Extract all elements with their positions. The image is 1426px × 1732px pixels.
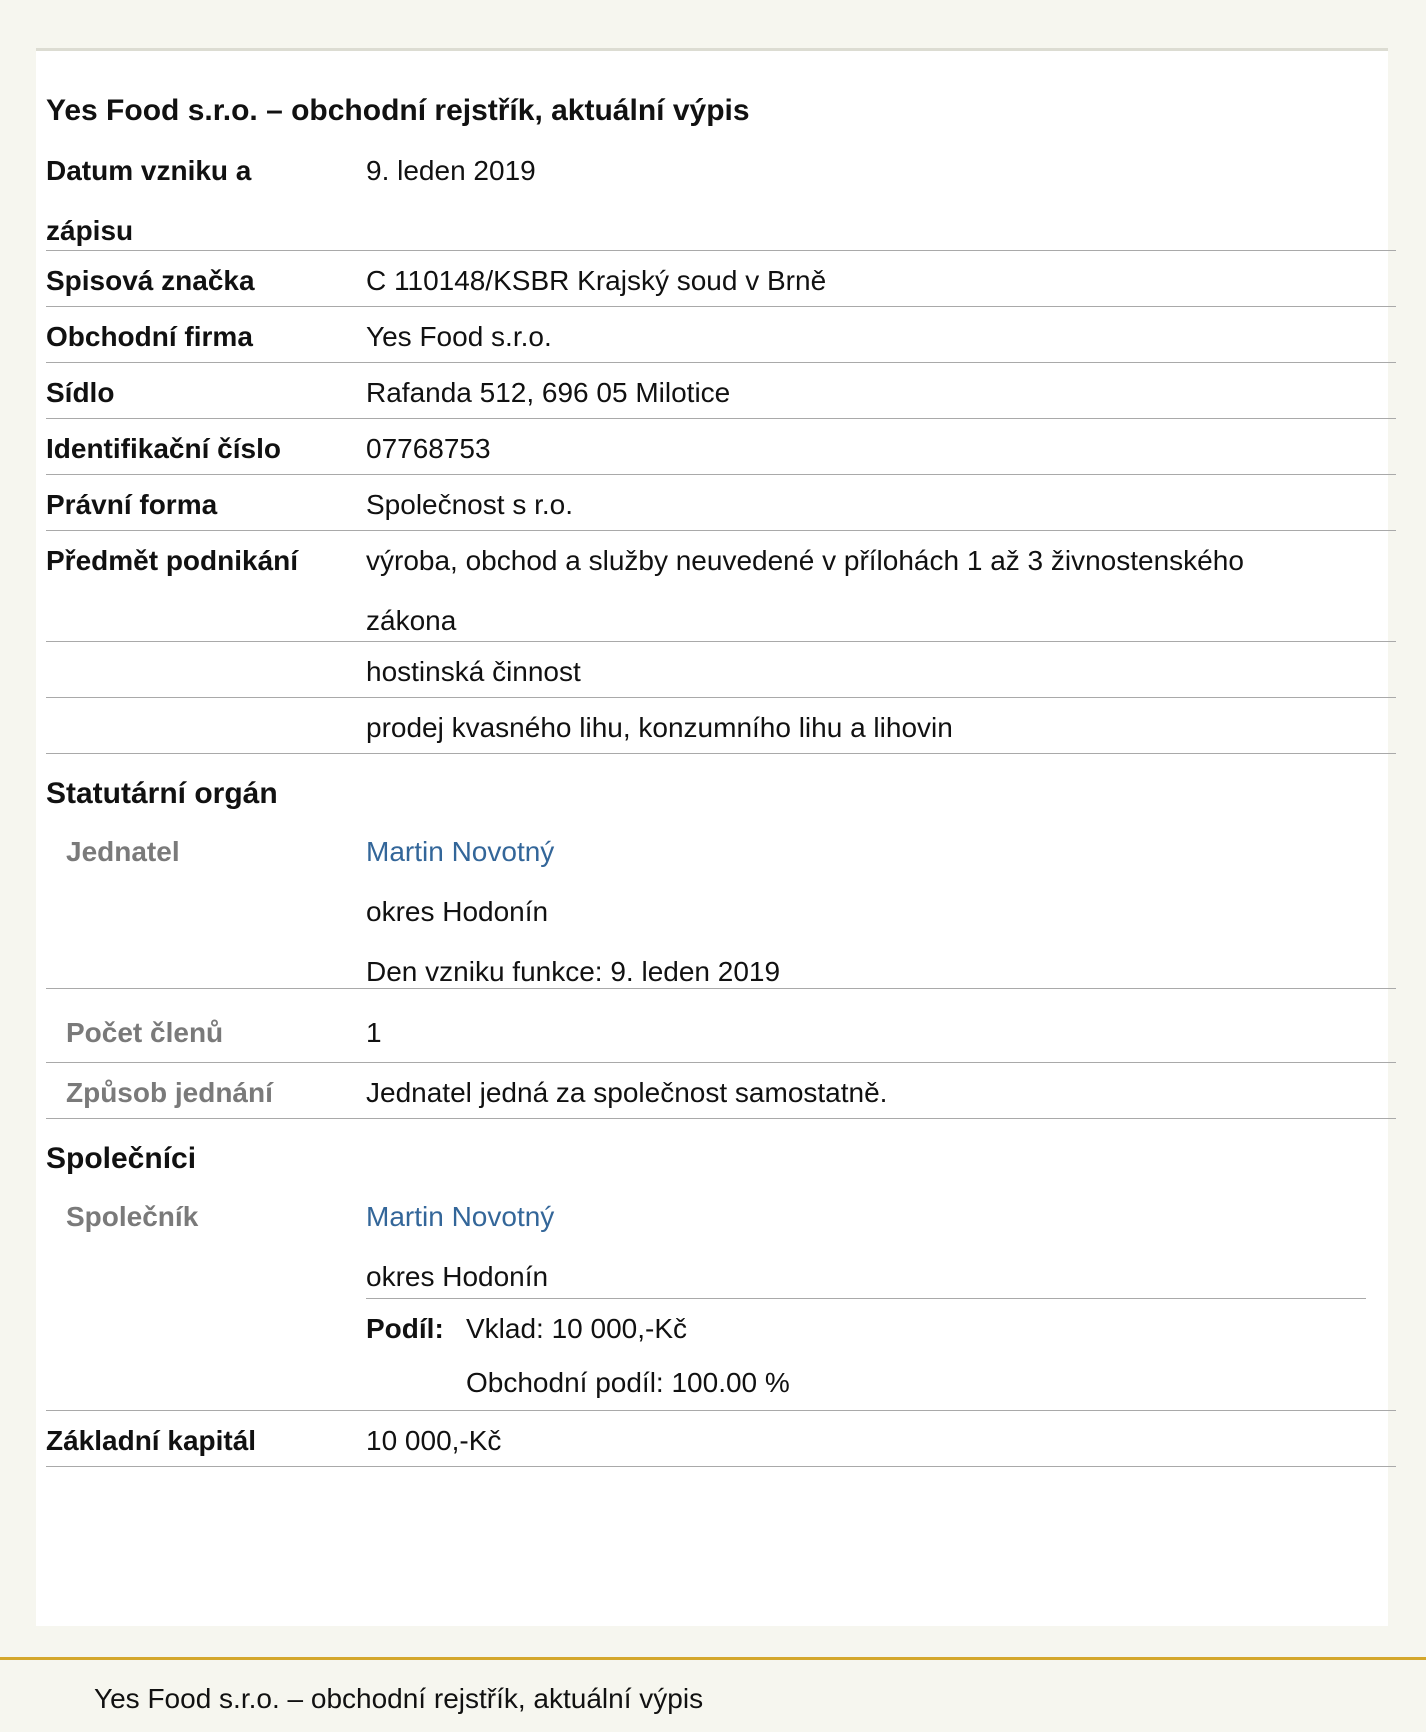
- row-datum-vzniku: [46, 141, 1396, 251]
- row-label: Obchodní firma: [46, 321, 253, 352]
- spolecnik-name-link[interactable]: Martin Novotný: [366, 1201, 555, 1232]
- row-value: [366, 1187, 1366, 1307]
- row-value: Rafanda 512, 696 05 Milotice: [366, 377, 731, 408]
- row-label: Identifikační číslo: [46, 433, 281, 464]
- footer-divider: [0, 1657, 1426, 1660]
- row-spolecnik: [46, 1187, 1396, 1411]
- podil-label: Podíl:: [366, 1313, 444, 1344]
- row-label: Základní kapitál: [46, 1425, 257, 1456]
- label-line: zápisu: [46, 215, 134, 246]
- row-value: 10 000,-Kč: [366, 1425, 502, 1456]
- spolecnik-district: okres Hodonín: [366, 1261, 549, 1292]
- row-zpusob-jednani: [46, 1063, 1396, 1119]
- row-value: hostinská činnost: [366, 656, 581, 687]
- row-label: Společník: [66, 1201, 199, 1232]
- jednatel-district: okres Hodonín: [366, 896, 549, 927]
- jednatel-since: Den vzniku funkce: 9. leden 2019: [366, 956, 781, 987]
- row-value: 1: [366, 1017, 382, 1048]
- row-value: [366, 822, 1366, 1002]
- row-predmet-item: [46, 642, 1396, 698]
- footer-page-title: Yes Food s.r.o. – obchodní rejstřík, aktuální výpis: [94, 1683, 704, 1714]
- row-value: Jednatel jedná za společnost samostatně.: [366, 1077, 888, 1108]
- podil-obchodni-podil: Obchodní podíl: 100.00 %: [466, 1367, 790, 1398]
- row-label: Předmět podnikání: [46, 545, 299, 576]
- row-pravni-forma: [46, 475, 1396, 531]
- row-label: Právní forma: [46, 489, 218, 520]
- row-jednatel: [46, 822, 1396, 989]
- section-heading-spolecnici: Společníci: [46, 1142, 197, 1175]
- row-value: C 110148/KSBR Krajský soud v Brně: [366, 265, 827, 296]
- row-label: [46, 141, 356, 261]
- row-label: Jednatel: [66, 836, 180, 867]
- row-sidlo: [46, 363, 1396, 419]
- row-value: 07768753: [366, 433, 491, 464]
- jednatel-name-link[interactable]: Martin Novotný: [366, 836, 555, 867]
- row-spisova-znacka: [46, 251, 1396, 307]
- row-zakladni-kapital: [46, 1411, 1396, 1467]
- predmet-item-line: zákona: [366, 605, 457, 636]
- row-label: Způsob jednání: [66, 1077, 273, 1108]
- row-label: Sídlo: [46, 377, 115, 408]
- row-label: Počet členů: [66, 1017, 224, 1048]
- row-predmet-item: [46, 698, 1396, 754]
- predmet-item-line: výroba, obchod a služby neuvedené v přílohách 1 až 3 živnostenského: [366, 545, 1244, 576]
- label-line: Datum vzniku a: [46, 155, 252, 186]
- page-title: Yes Food s.r.o. – obchodní rejstřík, aktuální výpis: [46, 94, 750, 127]
- row-value: 9. leden 2019: [366, 155, 536, 186]
- row-label: Spisová značka: [46, 265, 255, 296]
- row-value: Yes Food s.r.o.: [366, 321, 552, 352]
- row-predmet-podnikani: [46, 531, 1396, 642]
- section-heading-statutarni: Statutární orgán: [46, 777, 278, 810]
- row-value: prodej kvasného lihu, konzumního lihu a lihovin: [366, 712, 953, 743]
- row-value: Společnost s r.o.: [366, 489, 574, 520]
- podil-vklad: Vklad: 10 000,-Kč: [466, 1313, 688, 1344]
- row-pocet-clenu: [46, 989, 1396, 1063]
- row-value: [366, 531, 1366, 651]
- row-obchodni-firma: [46, 307, 1396, 363]
- register-card: [36, 48, 1388, 1626]
- row-identifikacni-cislo: [46, 419, 1396, 475]
